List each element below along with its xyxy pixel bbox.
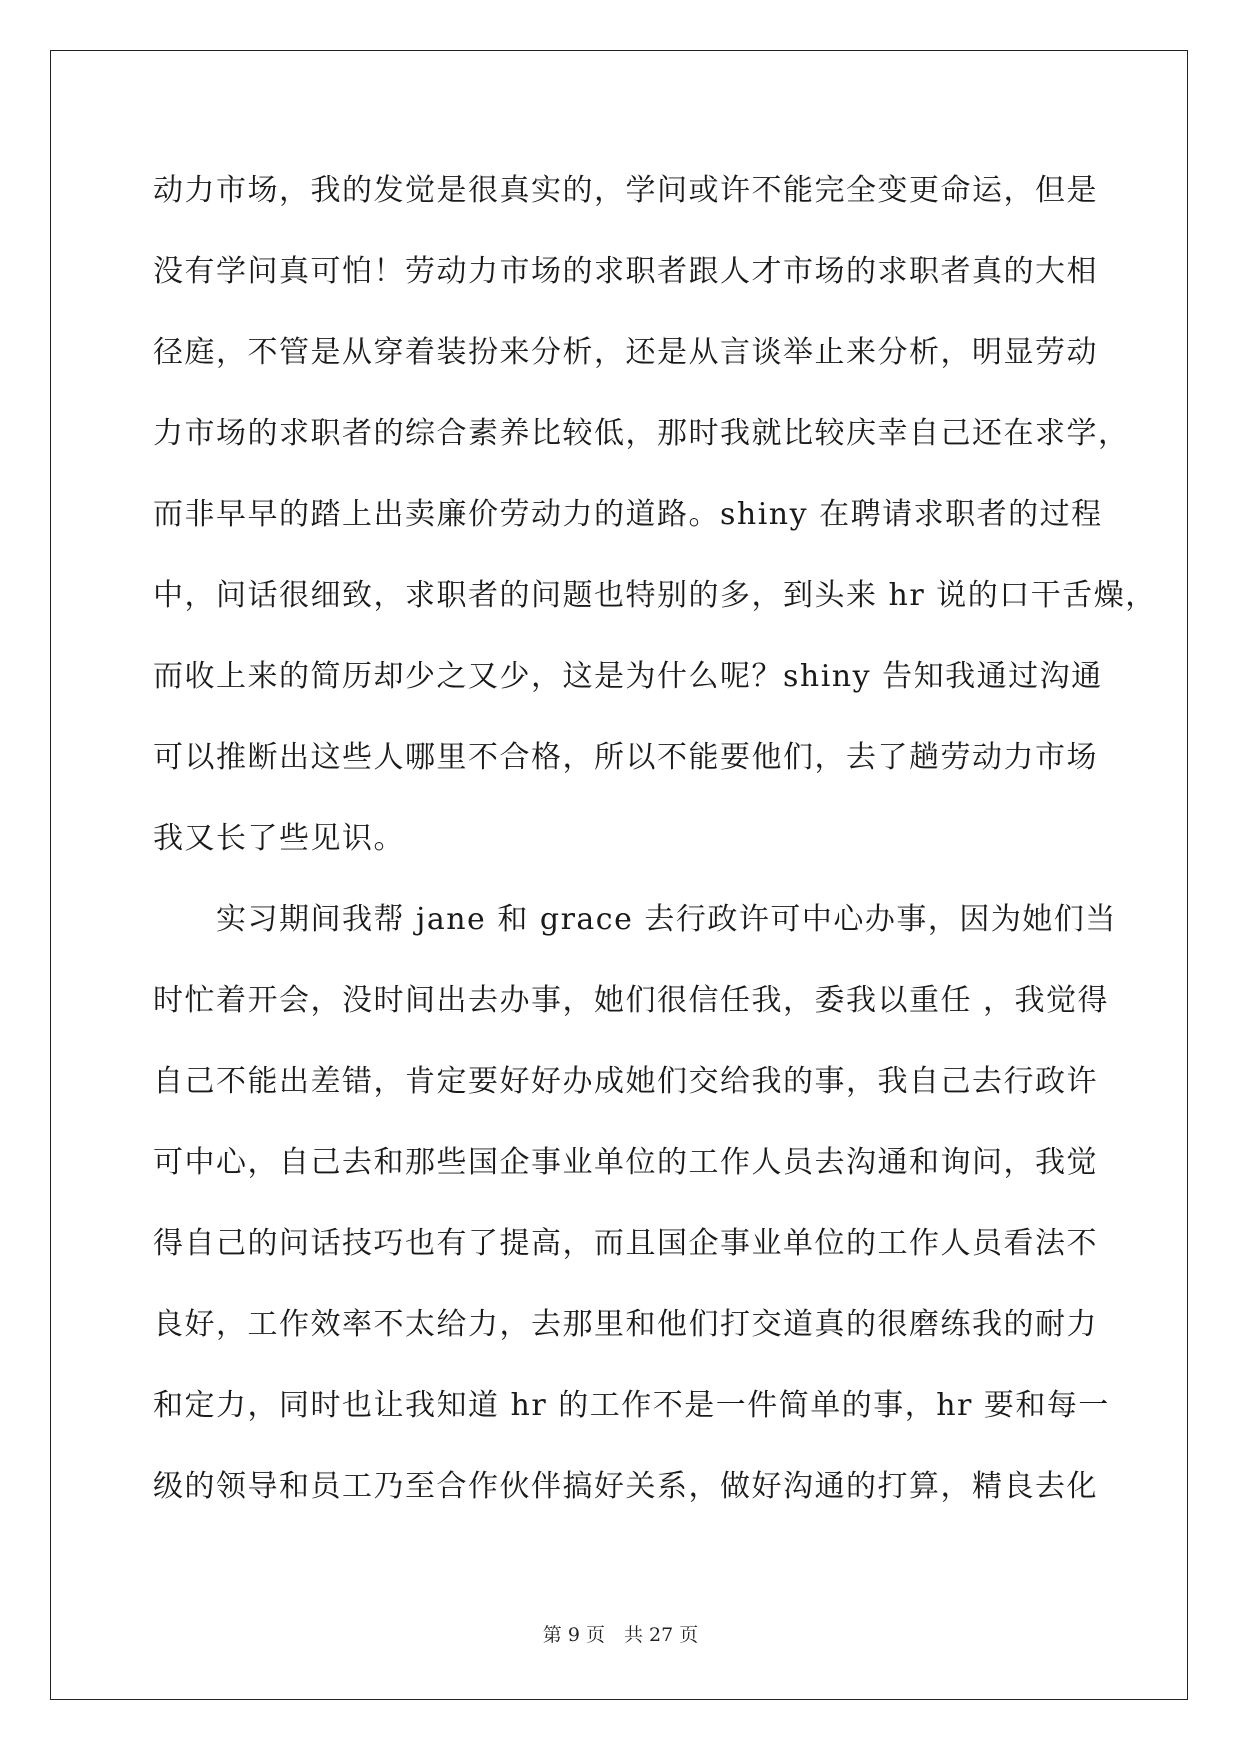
text-line: 中，问话很细致，求职者的问题也特别的多，到头来 hr 说的口干舌燥， (153, 578, 1157, 613)
page-number-footer: 第 9 页 共 27 页 (542, 1624, 699, 1646)
text-line: 径庭，不管是从穿着装扮来分析，还是从言谈举止来分析，明显劳动 (153, 335, 1098, 370)
text-line: 和定力，同时也让我知道 hr 的工作不是一件简单的事，hr 要和每一 (153, 1388, 1110, 1423)
text-line: 力市场的求职者的综合素养比较低，那时我就比较庆幸自己还在求学， (153, 416, 1130, 451)
text-line: 而收上来的简历却少之又少，这是为什么呢？shiny 告知我通过沟通 (153, 659, 1103, 694)
text-line: 可中心，自己去和那些国企事业单位的工作人员去沟通和询问，我觉 (153, 1145, 1098, 1180)
text-line: 良好，工作效率不太给力，去那里和他们打交道真的很磨练我的耐力 (153, 1307, 1098, 1342)
text-line: 实习期间我帮 jane 和 grace 去行政许可中心办事，因为她们当 (153, 902, 1117, 937)
text-line: 我又长了些见识。 (153, 821, 405, 856)
text-line: 可以推断出这些人哪里不合格，所以不能要他们，去了趟劳动力市场 (153, 740, 1098, 775)
text-line: 得自己的问话技巧也有了提高，而且国企事业单位的工作人员看法不 (153, 1226, 1098, 1261)
text-line: 没有学问真可怕！劳动力市场的求职者跟人才市场的求职者真的大相 (153, 254, 1098, 289)
text-line: 动力市场，我的发觉是很真实的，学问或许不能完全变更命运，但是 (153, 173, 1098, 208)
text-line: 时忙着开会，没时间出去办事，她们很信任我，委我以重任 ，我觉得 (153, 983, 1110, 1018)
page-border (50, 50, 1188, 1700)
text-line: 而非早早的踏上出卖廉价劳动力的道路。shiny 在聘请求职者的过程 (153, 497, 1103, 532)
text-line: 自己不能出差错，肯定要好好办成她们交给我的事，我自己去行政许 (153, 1064, 1098, 1099)
text-line: 级的领导和员工乃至合作伙伴搞好关系，做好沟通的打算，精良去化 (153, 1469, 1098, 1504)
